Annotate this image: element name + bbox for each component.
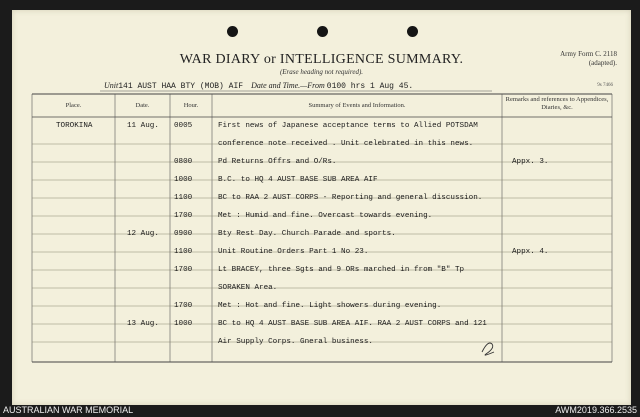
entry-summary: Met : Hot and fine. Light showers during evening. — [218, 302, 442, 310]
date-value: 0100 hrs 1 Aug 45. — [326, 82, 414, 91]
entry-summary: Bty Rest Day. Church Parade and sports. — [218, 230, 396, 238]
column-header-summary: Summary of Events and Information. — [308, 102, 406, 109]
entry-hour: 1700 — [174, 266, 193, 274]
entry-hour: 0800 — [174, 158, 193, 166]
entry-summary: Unit Routine Orders Part 1 No 23. — [218, 248, 369, 256]
entry-summary: First news of Japanese acceptance terms to Allied POTSDAM — [218, 122, 478, 130]
entry-summary: BC to HQ 4 AUST BASE SUB AREA AIF. RAA 2 AUST CORPS and 121 — [218, 320, 487, 328]
footer-right: AWM2019.366.2535 — [555, 405, 637, 415]
entry-summary: Air Supply Corps. Gneral business. — [218, 338, 373, 346]
army-form-number: Army Form C. 2118 — [560, 50, 617, 58]
date-label: Date and Time.—From — [251, 81, 325, 90]
column-header-hour: Hour. — [183, 102, 199, 109]
entry-summary: Lt BRACEY, three Sgts and 9 ORs marched in from "B" Tp — [218, 266, 465, 274]
entry-place: TOROKINA — [56, 122, 93, 130]
column-header-date: Date. — [135, 102, 150, 109]
column-header-place: Place. — [65, 102, 82, 109]
unit-label: Unit — [104, 81, 119, 90]
diary-sheet — [12, 10, 631, 405]
footer — [0, 405, 640, 417]
entry-date: 12 Aug. — [127, 230, 159, 238]
entry-hour: 1700 — [174, 212, 193, 220]
footer-left: AUSTRALIAN WAR MEMORIAL — [3, 405, 134, 415]
entry-summary: SORAKEN Area. — [218, 284, 278, 292]
entry-summary: Pd Returns Offrs and O/Rs. — [218, 158, 337, 166]
entry-summary: conference note received . Unit celebrated in this news. — [218, 140, 474, 148]
entry-date: 13 Aug. — [127, 320, 159, 328]
army-form-sub: (adapted). — [588, 59, 617, 67]
entry-remark: Appx. 3. — [512, 158, 549, 166]
page-subtitle: (Erase heading not required). — [279, 68, 364, 76]
column-header-remarks: Remarks and references to Appendices, Diaries, &c. — [505, 96, 609, 111]
entry-summary: Met : Humid and fine. Overcast towards evening. — [218, 212, 433, 220]
entry-hour: 1000 — [174, 320, 193, 328]
signature-mark — [482, 343, 494, 355]
entry-hour: 1100 — [174, 194, 193, 202]
page-note: 9s 7466 — [597, 83, 613, 88]
unit-value: 141 AUST HAA BTY (MOB) AIF — [118, 82, 244, 91]
entry-remark: Appx. 4. — [512, 248, 549, 256]
entry-summary: BC to RAA 2 AUST CORPS - Reporting and general discussion. — [218, 194, 483, 202]
entry-hour: 1700 — [174, 302, 193, 310]
entry-summary: B.C. to HQ 4 AUST BASE SUB AREA AIF — [218, 176, 378, 184]
entry-hour: 1000 — [174, 176, 193, 184]
entry-hour: 0005 — [174, 122, 193, 130]
entry-hour: 0900 — [174, 230, 193, 238]
entry-hour: 1100 — [174, 248, 193, 256]
entry-date: 11 Aug. — [127, 122, 159, 130]
page-title: WAR DIARY or INTELLIGENCE SUMMARY. — [179, 52, 464, 67]
